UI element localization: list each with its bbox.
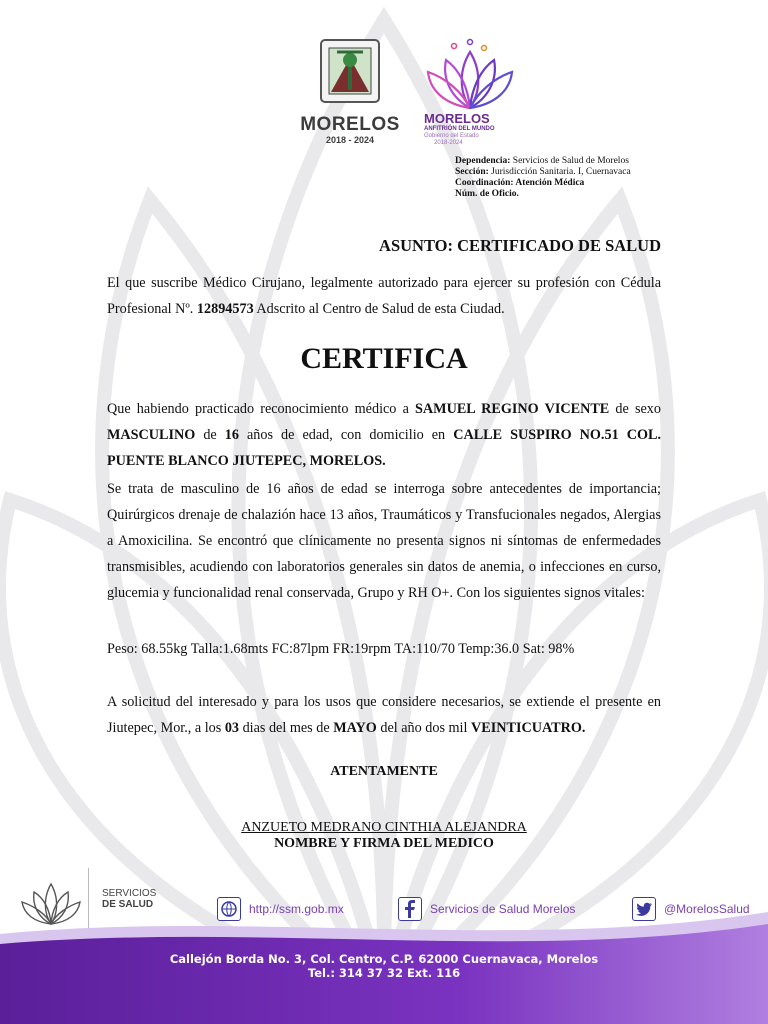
globe-icon xyxy=(217,897,241,921)
meta-dependencia-value: Servicios de Salud de Morelos xyxy=(510,156,629,166)
meta-seccion-value: Jurisdicción Sanitaria. I, Cuernavaca xyxy=(488,167,631,177)
issuance-day: 03 xyxy=(224,720,240,736)
left-logo-years: 2018 - 2024 xyxy=(325,135,375,145)
cedula-number: 12894573 xyxy=(196,301,254,317)
footer-brand-line1: SERVICIOS xyxy=(102,888,157,899)
patient-address: CALLE SUSPIRO NO.51 COL. PUENTE BLANCO JIUTEPEC, MORELOS. xyxy=(107,427,661,469)
coat-of-arms-icon xyxy=(319,38,381,104)
intro-text-end: Adscrito al Centro de Salud de esta Ciudad. xyxy=(253,301,505,317)
twitter-text: @MorelosSalud xyxy=(664,902,750,916)
signer-name xyxy=(107,820,661,836)
intro-text: El que suscribe Médico Cirujano, legalmente autorizado para ejercer su profesión con Cédula Profesional Nº. xyxy=(107,275,661,317)
lotus-flower-icon xyxy=(424,38,516,110)
morelos-government-logo xyxy=(424,38,520,147)
meta-dependencia xyxy=(455,156,631,167)
website-link[interactable] xyxy=(217,895,344,923)
right-logo-government: Gobierno del Estado xyxy=(424,133,479,139)
facebook-text: Servicios de Salud Morelos xyxy=(430,902,576,916)
signer-name-text: ANZUETO MEDRANO CINTHIA ALEJANDRA xyxy=(241,820,527,835)
patient-paragraph xyxy=(107,396,661,474)
issuance-paragraph xyxy=(107,689,661,741)
meta-coordinacion xyxy=(455,178,631,189)
meta-coordinacion-label: Coordinación: Atención Médica xyxy=(455,178,585,188)
meta-seccion xyxy=(455,167,631,178)
meta-oficio-label: Núm. de Oficio. xyxy=(455,189,519,199)
closing: ATENTAMENTE xyxy=(330,764,438,779)
patient-text-b: de sexo xyxy=(609,401,661,417)
subject-heading: ASUNTO: CERTIFICADO DE SALUD xyxy=(379,236,661,255)
issuance-year: VEINTICUATRO. xyxy=(471,720,586,736)
patient-age: 16 xyxy=(224,427,239,443)
patient-sex: MASCULINO xyxy=(107,427,196,443)
facebook-link[interactable] xyxy=(398,895,575,923)
address-line-1: Callejón Borda No. 3, Col. Centro, C.P. 62000 Cuernavaca, Morelos xyxy=(169,952,599,966)
meta-seccion-label: Sección: xyxy=(455,167,489,177)
issuance-month: MAYO xyxy=(333,720,377,736)
issuance-text-b: dias del mes de xyxy=(239,720,334,736)
patient-text-c: de xyxy=(195,427,225,443)
signer-title: NOMBRE Y FIRMA DEL MEDICO xyxy=(274,836,494,851)
website-text: http://ssm.gob.mx xyxy=(249,902,344,916)
facebook-icon xyxy=(398,897,422,921)
right-logo-years: 2018-2024 xyxy=(434,140,463,146)
patient-name: SAMUEL REGINO VICENTE xyxy=(415,401,610,417)
clinical-paragraph: Se trata de masculino de 16 años de edad se interroga sobre antecedentes de importancia; Quirúrgicos drenaje de chalazión hace 13 años, Traumáticos y Transfucionales negados, Alergias a Amoxicilina. Se encontró que clínicamente no presenta signos ni síntomas de enfermedades transmisibles, acudiendo con laboratorios generales sin datos de anemia, o infecciones en curso, glucemia y funcionalidad renal conservada, Grupo y RH O+. Con los siguientes signos vitales: xyxy=(107,481,661,601)
certifica-title: CERTIFICA xyxy=(300,342,468,375)
vital-signs: Peso: 68.55kg Talla:1.68mts FC:87lpm FR:19rpm TA:110/70 Temp:36.0 Sat: 98% xyxy=(107,641,575,657)
right-logo-tagline: ANFITRIÓN DEL MUNDO xyxy=(424,126,495,132)
patient-text-a: Que habiendo practicado reconocimiento médico a xyxy=(107,401,416,417)
right-logo-name: MORELOS xyxy=(424,111,490,126)
footer-brand xyxy=(102,888,156,910)
meta-oficio xyxy=(455,189,631,200)
meta-dependencia-label: Dependencia: xyxy=(455,156,511,166)
footer-brand-line2: DE SALUD xyxy=(102,899,154,910)
address-line-2: Tel.: 314 37 32 Ext. 116 xyxy=(307,966,461,980)
twitter-link[interactable] xyxy=(632,895,750,923)
morelos-state-logo xyxy=(298,38,402,145)
footer-address xyxy=(0,952,768,980)
document-meta xyxy=(455,156,631,200)
left-logo-name: MORELOS xyxy=(300,114,400,135)
issuance-text-c: del año dos mil xyxy=(376,720,471,736)
issuance-text-a: A solicitud del interesado y para los usos que considere necesarios, se extiende el presente en Jiutepec, Mor., a los xyxy=(107,694,661,736)
intro-paragraph xyxy=(107,270,661,322)
twitter-icon xyxy=(632,897,656,921)
patient-text-d: años de edad, con domicilio en xyxy=(238,427,454,443)
